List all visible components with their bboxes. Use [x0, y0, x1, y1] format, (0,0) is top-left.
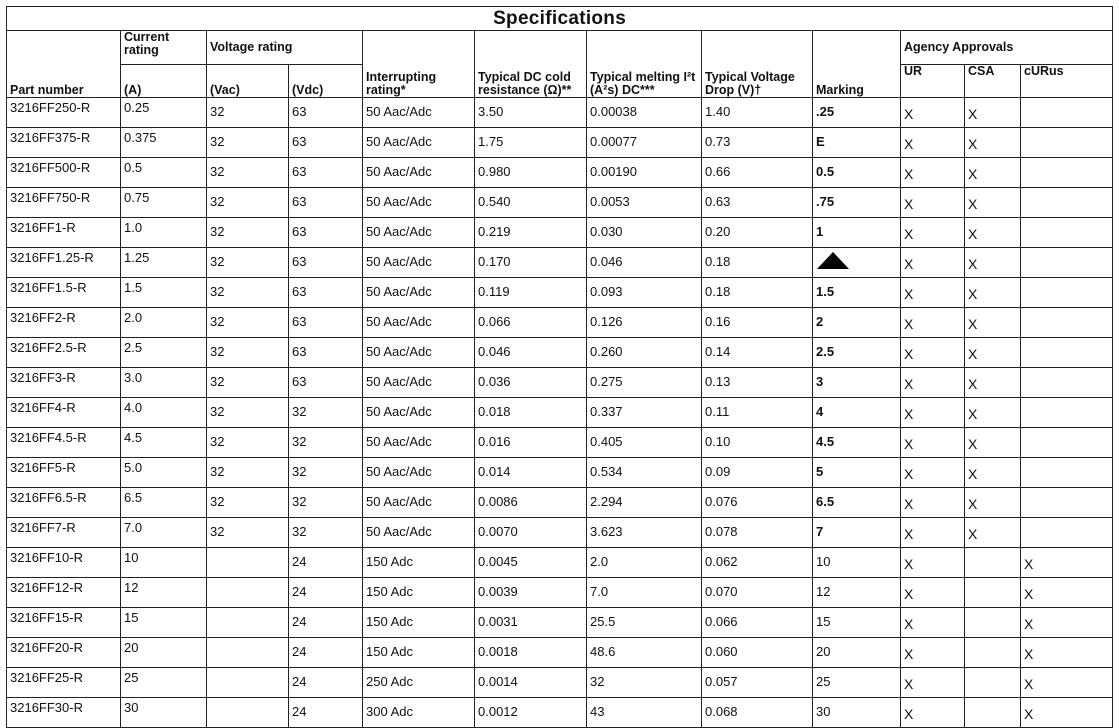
- cell-marking: 25: [813, 668, 901, 698]
- cell-curus: [1021, 458, 1113, 488]
- cell-ur: X: [901, 488, 965, 518]
- cell-csa: X: [965, 218, 1021, 248]
- cell-marking: .75: [813, 188, 901, 218]
- cell-marking: 6.5: [813, 488, 901, 518]
- header-csa: CSA: [965, 65, 1021, 98]
- cell-resistance: 1.75: [475, 128, 587, 158]
- cell-resistance: 0.119: [475, 278, 587, 308]
- cell-current-rating: 0.5: [121, 158, 207, 188]
- table-body: [7, 98, 1113, 728]
- table-row: [7, 518, 1113, 548]
- cell-current-rating: 10: [121, 548, 207, 578]
- cell-interrupting-rating: 50 Aac/Adc: [363, 98, 475, 128]
- cell-marking: 30: [813, 698, 901, 728]
- cell-vdc: 32: [289, 518, 363, 548]
- cell-interrupting-rating: 50 Aac/Adc: [363, 248, 475, 278]
- cell-csa: X: [965, 368, 1021, 398]
- cell-part-number: 3216FF250-R: [7, 98, 121, 128]
- cell-csa: X: [965, 458, 1021, 488]
- cell-melting-i2t: 0.405: [587, 428, 702, 458]
- cell-vdc: 32: [289, 428, 363, 458]
- cell-resistance: 0.219: [475, 218, 587, 248]
- cell-ur: X: [901, 638, 965, 668]
- table-row: [7, 488, 1113, 518]
- cell-resistance: 0.0039: [475, 578, 587, 608]
- header-ur: UR: [901, 65, 965, 98]
- cell-vac: 32: [207, 158, 289, 188]
- cell-csa: X: [965, 308, 1021, 338]
- cell-current-rating: 0.375: [121, 128, 207, 158]
- cell-marking: 3: [813, 368, 901, 398]
- cell-current-rating: 2.0: [121, 308, 207, 338]
- cell-curus: [1021, 368, 1113, 398]
- cell-part-number: 3216FF12-R: [7, 578, 121, 608]
- cell-current-rating: 1.25: [121, 248, 207, 278]
- cell-ur: X: [901, 338, 965, 368]
- cell-melting-i2t: 0.00077: [587, 128, 702, 158]
- marking-triangle-icon: [816, 251, 886, 269]
- cell-marking: 1: [813, 218, 901, 248]
- cell-curus: [1021, 158, 1113, 188]
- table-row: [7, 218, 1113, 248]
- cell-part-number: 3216FF4-R: [7, 398, 121, 428]
- cell-marking: 1.5: [813, 278, 901, 308]
- cell-part-number: 3216FF25-R: [7, 668, 121, 698]
- table-row: [7, 278, 1113, 308]
- cell-current-rating: 7.0: [121, 518, 207, 548]
- cell-ur: X: [901, 548, 965, 578]
- cell-melting-i2t: 2.0: [587, 548, 702, 578]
- cell-ur: X: [901, 698, 965, 728]
- cell-current-rating: 6.5: [121, 488, 207, 518]
- cell-marking: .25: [813, 98, 901, 128]
- cell-part-number: 3216FF750-R: [7, 188, 121, 218]
- cell-voltage-drop: 0.73: [702, 128, 813, 158]
- cell-voltage-drop: 0.10: [702, 428, 813, 458]
- cell-vac: [207, 638, 289, 668]
- cell-curus: [1021, 98, 1113, 128]
- cell-csa: [965, 698, 1021, 728]
- cell-resistance: 0.066: [475, 308, 587, 338]
- table-row: [7, 248, 1113, 278]
- cell-interrupting-rating: 50 Aac/Adc: [363, 398, 475, 428]
- cell-current-rating: 4.5: [121, 428, 207, 458]
- cell-csa: [965, 668, 1021, 698]
- cell-current-rating: 5.0: [121, 458, 207, 488]
- cell-curus: X: [1021, 608, 1113, 638]
- cell-resistance: 0.980: [475, 158, 587, 188]
- cell-marking: 4.5: [813, 428, 901, 458]
- cell-part-number: 3216FF1.25-R: [7, 248, 121, 278]
- cell-voltage-drop: 0.060: [702, 638, 813, 668]
- cell-resistance: 0.0018: [475, 638, 587, 668]
- cell-ur: X: [901, 608, 965, 638]
- cell-vac: 32: [207, 518, 289, 548]
- cell-interrupting-rating: 150 Adc: [363, 638, 475, 668]
- cell-current-rating: 12: [121, 578, 207, 608]
- cell-voltage-drop: 0.63: [702, 188, 813, 218]
- cell-resistance: 0.046: [475, 338, 587, 368]
- cell-interrupting-rating: 150 Adc: [363, 608, 475, 638]
- cell-vdc: 63: [289, 218, 363, 248]
- cell-current-rating: 25: [121, 668, 207, 698]
- cell-interrupting-rating: 50 Aac/Adc: [363, 338, 475, 368]
- specifications-table: [6, 6, 1113, 728]
- cell-csa: X: [965, 398, 1021, 428]
- cell-curus: [1021, 248, 1113, 278]
- table-row: [7, 398, 1113, 428]
- cell-ur: X: [901, 158, 965, 188]
- cell-resistance: 0.0070: [475, 518, 587, 548]
- cell-resistance: 0.540: [475, 188, 587, 218]
- cell-curus: [1021, 518, 1113, 548]
- table-row: [7, 308, 1113, 338]
- cell-marking: 7: [813, 518, 901, 548]
- cell-ur: X: [901, 428, 965, 458]
- cell-resistance: 0.016: [475, 428, 587, 458]
- cell-current-rating: 20: [121, 638, 207, 668]
- table-row: [7, 698, 1113, 728]
- cell-vac: 32: [207, 488, 289, 518]
- cell-csa: X: [965, 98, 1021, 128]
- cell-curus: [1021, 128, 1113, 158]
- specifications-sheet: [6, 6, 1112, 728]
- cell-part-number: 3216FF500-R: [7, 158, 121, 188]
- cell-curus: [1021, 398, 1113, 428]
- header-interrupting-rating: Interrupting rating*: [363, 31, 475, 98]
- cell-ur: X: [901, 518, 965, 548]
- cell-vdc: 63: [289, 158, 363, 188]
- cell-vac: [207, 548, 289, 578]
- cell-vdc: 24: [289, 608, 363, 638]
- cell-interrupting-rating: 50 Aac/Adc: [363, 128, 475, 158]
- cell-voltage-drop: 0.062: [702, 548, 813, 578]
- cell-vdc: 24: [289, 548, 363, 578]
- cell-csa: X: [965, 518, 1021, 548]
- cell-vdc: 24: [289, 578, 363, 608]
- cell-voltage-drop: 0.16: [702, 308, 813, 338]
- cell-ur: X: [901, 668, 965, 698]
- cell-melting-i2t: 0.030: [587, 218, 702, 248]
- cell-interrupting-rating: 150 Adc: [363, 548, 475, 578]
- table-row: [7, 668, 1113, 698]
- cell-interrupting-rating: 50 Aac/Adc: [363, 488, 475, 518]
- cell-vdc: 63: [289, 338, 363, 368]
- cell-vac: 32: [207, 278, 289, 308]
- cell-ur: X: [901, 308, 965, 338]
- cell-csa: X: [965, 488, 1021, 518]
- cell-interrupting-rating: 300 Adc: [363, 698, 475, 728]
- cell-resistance: 0.0012: [475, 698, 587, 728]
- cell-vdc: 24: [289, 638, 363, 668]
- cell-voltage-drop: 0.11: [702, 398, 813, 428]
- cell-part-number: 3216FF7-R: [7, 518, 121, 548]
- cell-csa: [965, 638, 1021, 668]
- cell-interrupting-rating: 50 Aac/Adc: [363, 428, 475, 458]
- cell-csa: X: [965, 338, 1021, 368]
- cell-melting-i2t: 43: [587, 698, 702, 728]
- cell-melting-i2t: 48.6: [587, 638, 702, 668]
- cell-voltage-drop: 0.076: [702, 488, 813, 518]
- header-vdc: (Vdc): [289, 65, 363, 98]
- cell-vac: 32: [207, 218, 289, 248]
- cell-curus: [1021, 488, 1113, 518]
- cell-part-number: 3216FF20-R: [7, 638, 121, 668]
- cell-resistance: 0.0086: [475, 488, 587, 518]
- header-current-rating: Current rating: [121, 31, 207, 65]
- cell-melting-i2t: 2.294: [587, 488, 702, 518]
- cell-interrupting-rating: 50 Aac/Adc: [363, 218, 475, 248]
- header-voltage-drop: Typical Voltage Drop (V)†: [702, 31, 813, 98]
- cell-marking: E: [813, 128, 901, 158]
- cell-current-rating: 3.0: [121, 368, 207, 398]
- cell-part-number: 3216FF5-R: [7, 458, 121, 488]
- cell-vac: 32: [207, 338, 289, 368]
- cell-interrupting-rating: 50 Aac/Adc: [363, 278, 475, 308]
- cell-resistance: 0.014: [475, 458, 587, 488]
- cell-part-number: 3216FF1-R: [7, 218, 121, 248]
- cell-melting-i2t: 3.623: [587, 518, 702, 548]
- cell-voltage-drop: 0.057: [702, 668, 813, 698]
- cell-vdc: 63: [289, 308, 363, 338]
- cell-marking: 10: [813, 548, 901, 578]
- cell-part-number: 3216FF10-R: [7, 548, 121, 578]
- cell-part-number: 3216FF6.5-R: [7, 488, 121, 518]
- cell-vdc: 63: [289, 188, 363, 218]
- cell-csa: [965, 548, 1021, 578]
- table-row: [7, 338, 1113, 368]
- cell-melting-i2t: 0.275: [587, 368, 702, 398]
- cell-marking: 0.5: [813, 158, 901, 188]
- cell-part-number: 3216FF2-R: [7, 308, 121, 338]
- cell-melting-i2t: 32: [587, 668, 702, 698]
- cell-vac: 32: [207, 398, 289, 428]
- cell-marking: 2: [813, 308, 901, 338]
- cell-vac: 32: [207, 248, 289, 278]
- cell-melting-i2t: 0.126: [587, 308, 702, 338]
- header-melting-i2t: Typical melting I²t (A²s) DC***: [587, 31, 702, 98]
- cell-part-number: 3216FF4.5-R: [7, 428, 121, 458]
- table-row: [7, 608, 1113, 638]
- cell-vdc: 63: [289, 278, 363, 308]
- cell-curus: X: [1021, 548, 1113, 578]
- cell-vac: 32: [207, 428, 289, 458]
- cell-melting-i2t: 0.046: [587, 248, 702, 278]
- table-row: [7, 578, 1113, 608]
- cell-marking: 2.5: [813, 338, 901, 368]
- cell-csa: X: [965, 158, 1021, 188]
- cell-csa: X: [965, 248, 1021, 278]
- header-curus: cURus: [1021, 65, 1113, 98]
- cell-ur: X: [901, 98, 965, 128]
- cell-voltage-drop: 0.66: [702, 158, 813, 188]
- cell-voltage-drop: 0.18: [702, 248, 813, 278]
- cell-ur: X: [901, 368, 965, 398]
- cell-vdc: 63: [289, 98, 363, 128]
- cell-part-number: 3216FF3-R: [7, 368, 121, 398]
- table-row: [7, 98, 1113, 128]
- cell-vac: [207, 578, 289, 608]
- cell-ur: X: [901, 188, 965, 218]
- cell-melting-i2t: 0.00038: [587, 98, 702, 128]
- cell-current-rating: 0.25: [121, 98, 207, 128]
- cell-vac: [207, 608, 289, 638]
- cell-vac: 32: [207, 368, 289, 398]
- cell-voltage-drop: 0.14: [702, 338, 813, 368]
- cell-vac: [207, 698, 289, 728]
- cell-curus: X: [1021, 638, 1113, 668]
- cell-curus: X: [1021, 668, 1113, 698]
- cell-marking: 12: [813, 578, 901, 608]
- table-row: [7, 188, 1113, 218]
- cell-melting-i2t: 0.093: [587, 278, 702, 308]
- cell-curus: X: [1021, 578, 1113, 608]
- cell-vdc: 24: [289, 698, 363, 728]
- cell-ur: X: [901, 458, 965, 488]
- cell-vac: [207, 668, 289, 698]
- cell-resistance: 0.036: [475, 368, 587, 398]
- cell-ur: X: [901, 128, 965, 158]
- cell-ur: X: [901, 578, 965, 608]
- table-row: [7, 368, 1113, 398]
- cell-ur: X: [901, 278, 965, 308]
- header-marking: Marking: [813, 31, 901, 98]
- cell-current-rating: 15: [121, 608, 207, 638]
- cell-voltage-drop: 0.09: [702, 458, 813, 488]
- cell-part-number: 3216FF375-R: [7, 128, 121, 158]
- cell-ur: X: [901, 248, 965, 278]
- cell-curus: [1021, 428, 1113, 458]
- cell-interrupting-rating: 50 Aac/Adc: [363, 188, 475, 218]
- header-vac: (Vac): [207, 65, 289, 98]
- cell-voltage-drop: 1.40: [702, 98, 813, 128]
- table-row: [7, 128, 1113, 158]
- cell-melting-i2t: 25.5: [587, 608, 702, 638]
- cell-vdc: 63: [289, 368, 363, 398]
- cell-voltage-drop: 0.20: [702, 218, 813, 248]
- cell-vac: 32: [207, 98, 289, 128]
- cell-vdc: 32: [289, 488, 363, 518]
- cell-voltage-drop: 0.18: [702, 278, 813, 308]
- cell-curus: X: [1021, 698, 1113, 728]
- cell-current-rating: 2.5: [121, 338, 207, 368]
- cell-ur: X: [901, 398, 965, 428]
- cell-interrupting-rating: 50 Aac/Adc: [363, 518, 475, 548]
- cell-vdc: 63: [289, 128, 363, 158]
- cell-current-rating: 0.75: [121, 188, 207, 218]
- cell-csa: [965, 578, 1021, 608]
- table-title: Specifications: [7, 7, 1113, 31]
- cell-csa: X: [965, 278, 1021, 308]
- cell-vac: 32: [207, 128, 289, 158]
- cell-resistance: 0.0031: [475, 608, 587, 638]
- cell-voltage-drop: 0.070: [702, 578, 813, 608]
- cell-voltage-drop: 0.066: [702, 608, 813, 638]
- table-row: [7, 458, 1113, 488]
- cell-resistance: 0.0014: [475, 668, 587, 698]
- cell-voltage-drop: 0.13: [702, 368, 813, 398]
- cell-melting-i2t: 0.00190: [587, 158, 702, 188]
- header-current-unit: (A): [121, 65, 207, 98]
- cell-melting-i2t: 0.337: [587, 398, 702, 428]
- cell-curus: [1021, 278, 1113, 308]
- cell-melting-i2t: 0.260: [587, 338, 702, 368]
- cell-vdc: 32: [289, 458, 363, 488]
- cell-part-number: 3216FF1.5-R: [7, 278, 121, 308]
- cell-resistance: 0.170: [475, 248, 587, 278]
- cell-curus: [1021, 218, 1113, 248]
- header-voltage-rating: Voltage rating: [207, 31, 363, 65]
- cell-interrupting-rating: 150 Adc: [363, 578, 475, 608]
- cell-voltage-drop: 0.068: [702, 698, 813, 728]
- table-row: [7, 158, 1113, 188]
- header-agency-approvals: Agency Approvals: [901, 31, 1113, 65]
- table-row: [7, 428, 1113, 458]
- cell-ur: X: [901, 218, 965, 248]
- cell-voltage-drop: 0.078: [702, 518, 813, 548]
- cell-curus: [1021, 188, 1113, 218]
- cell-marking: 5: [813, 458, 901, 488]
- header-dc-cold-resistance: Typical DC cold resistance (Ω)**: [475, 31, 587, 98]
- cell-current-rating: 4.0: [121, 398, 207, 428]
- cell-interrupting-rating: 50 Aac/Adc: [363, 368, 475, 398]
- header-part-number: Part number: [7, 31, 121, 98]
- cell-melting-i2t: 0.0053: [587, 188, 702, 218]
- cell-curus: [1021, 308, 1113, 338]
- cell-vac: 32: [207, 308, 289, 338]
- cell-marking: 4: [813, 398, 901, 428]
- cell-resistance: 3.50: [475, 98, 587, 128]
- cell-part-number: 3216FF30-R: [7, 698, 121, 728]
- cell-vac: 32: [207, 458, 289, 488]
- cell-marking: 15: [813, 608, 901, 638]
- cell-part-number: 3216FF2.5-R: [7, 338, 121, 368]
- cell-csa: X: [965, 188, 1021, 218]
- table-row: [7, 638, 1113, 668]
- cell-resistance: 0.018: [475, 398, 587, 428]
- cell-interrupting-rating: 50 Aac/Adc: [363, 458, 475, 488]
- cell-interrupting-rating: 250 Adc: [363, 668, 475, 698]
- cell-csa: [965, 608, 1021, 638]
- cell-part-number: 3216FF15-R: [7, 608, 121, 638]
- cell-interrupting-rating: 50 Aac/Adc: [363, 158, 475, 188]
- cell-curus: [1021, 338, 1113, 368]
- cell-current-rating: 1.0: [121, 218, 207, 248]
- cell-interrupting-rating: 50 Aac/Adc: [363, 308, 475, 338]
- cell-csa: X: [965, 128, 1021, 158]
- cell-vdc: 24: [289, 668, 363, 698]
- cell-marking: 20: [813, 638, 901, 668]
- table-row: [7, 548, 1113, 578]
- cell-current-rating: 30: [121, 698, 207, 728]
- cell-vac: 32: [207, 188, 289, 218]
- cell-vdc: 32: [289, 398, 363, 428]
- cell-resistance: 0.0045: [475, 548, 587, 578]
- cell-melting-i2t: 0.534: [587, 458, 702, 488]
- cell-vdc: 63: [289, 248, 363, 278]
- cell-marking: [813, 248, 901, 278]
- cell-melting-i2t: 7.0: [587, 578, 702, 608]
- cell-current-rating: 1.5: [121, 278, 207, 308]
- cell-csa: X: [965, 428, 1021, 458]
